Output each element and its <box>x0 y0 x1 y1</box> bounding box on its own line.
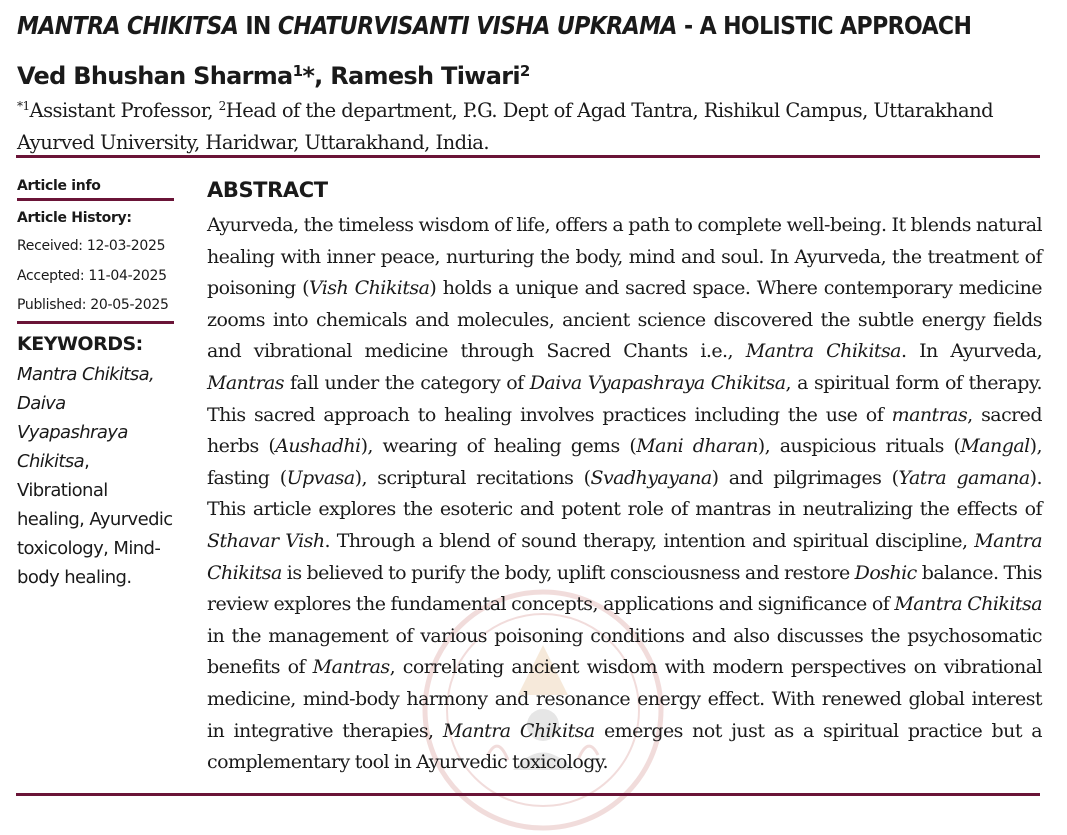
abstract-text: ) and pilgrimages ( <box>711 466 899 489</box>
abstract-heading: ABSTRACT <box>207 178 328 202</box>
history-divider <box>17 321 174 324</box>
abstract-text: , correlating ancient wisdom with modern perspectives on vibrational medicine, mind-body harmony and resonance energy effect. With renewed global interest in integrative therapies, <box>207 656 1042 742</box>
author-2-superscript: 2 <box>519 62 530 80</box>
header-divider <box>16 155 1040 158</box>
abstract-term: Mantra Chikitsa <box>894 593 1042 616</box>
abstract-term: Mantras <box>312 656 390 679</box>
abstract-text: Ayurveda, the timeless wisdom of life, offers a path to complete well-being. It blends natural healing with inner peace, nurturing the body, mind and soul. In Ayurveda, the treatment of poisoning ( <box>207 214 1042 300</box>
abstract-term: Mantra Chikitsa <box>442 719 595 742</box>
abstract-body <box>207 210 1042 779</box>
abstract-text: . Through a blend of sound therapy, intention and spiritual discipline, <box>324 529 975 552</box>
abstract-term: Mantras <box>207 371 284 394</box>
affiliation-text <box>17 90 1037 159</box>
keyword-2: Daiva Vyapashraya Chikitsa <box>17 392 128 472</box>
abstract-term: Mani dharan <box>636 435 758 458</box>
published-date: Published: 20-05-2025 <box>17 297 169 313</box>
abstract-term: Svadhyayana <box>590 466 712 489</box>
abstract-term: Upvasa <box>286 466 355 489</box>
abstract-term: Daiva Vyapashraya Chikitsa <box>529 371 786 394</box>
title-italic-2: CHATURVISANTI VISHA UPKRAMA <box>277 11 677 40</box>
author-name-2: Ramesh Tiwari <box>330 62 520 90</box>
affiliation-sup-1: *1 <box>17 99 30 113</box>
abstract-term: Mantra Chikitsa <box>207 529 1042 584</box>
title-suffix: - A HOLISTIC APPROACH <box>676 11 972 40</box>
author-name-1: Ved Bhushan Sharma <box>17 62 293 90</box>
article-info-divider <box>17 198 174 201</box>
abstract-text: balance. This review explores the fundamental concepts, applications and significance of <box>207 561 1042 616</box>
abstract-text: ) holds a unique and sacred space. Where contemporary medicine zooms into chemicals and molecules, ancient science discovered the subtle energy fields and vibrational medicine through Sacred Chants i.e., <box>207 277 1042 363</box>
footer-divider <box>16 793 1040 796</box>
abstract-term: mantras <box>891 403 968 426</box>
keywords-rest: , Vibrational healing, Ayurvedic toxicology, Mind-body healing. <box>17 450 173 588</box>
accepted-date: Accepted: 11-04-2025 <box>17 267 167 284</box>
abstract-text: is believed to purify the body, uplift consciousness and restore <box>281 561 855 584</box>
received-date: Received: 12-03-2025 <box>17 238 166 254</box>
article-info-heading: Article info <box>17 178 101 194</box>
abstract-text: . In Ayurveda, <box>900 340 1042 363</box>
abstract-section <box>207 174 1042 779</box>
affiliation-role-1: Assistant Professor, <box>29 99 219 122</box>
abstract-text: ), wearing of healing gems ( <box>360 435 637 458</box>
title-italic-1: MANTRA CHIKITSA <box>17 11 239 40</box>
abstract-text: fall under the category of <box>283 371 530 394</box>
abstract-term: Aushadhi <box>275 435 361 458</box>
abstract-text: ), scriptural recitations ( <box>354 466 591 489</box>
abstract-term: Doshic <box>854 561 917 584</box>
abstract-term: Yatra gamana <box>898 466 1030 489</box>
abstract-text: emerges not just as a spiritual practice but a complementary tool in Ayurvedic toxicology. <box>207 719 1042 774</box>
abstract-text: ), auspicious rituals ( <box>757 435 961 458</box>
title-connector: IN <box>238 11 278 40</box>
affiliation-department: Head of the department, P.G. Dept of Agad Tantra, Rishikul Campus, Uttarakhand Ayurved University, Haridwar, Uttarakhand, India. <box>17 99 994 154</box>
affiliation-sup-2: 2 <box>218 99 226 113</box>
keyword-1: Mantra Chikitsa, <box>17 363 155 385</box>
abstract-text: in the management of various poisoning conditions and also discusses the psychosomatic benefits of <box>207 624 1042 679</box>
corresponding-mark: *, <box>302 62 331 90</box>
article-info-sidebar <box>17 176 177 592</box>
abstract-term: Vish Chikitsa <box>308 277 430 300</box>
abstract-term: Mantra Chikitsa <box>745 340 901 363</box>
keywords-heading: KEYWORDS: <box>17 332 143 355</box>
abstract-text: ). This article explores the esoteric and potent role of mantras in neutralizing the effects of <box>207 466 1042 521</box>
abstract-text: , sacred herbs ( <box>207 403 1042 458</box>
abstract-text: ), fasting ( <box>207 435 1042 489</box>
article-history-heading: Article History: <box>17 210 132 226</box>
author-list <box>17 55 530 92</box>
abstract-text: , a spiritual form of therapy. This sacred approach to healing involves practices including the use of <box>207 371 1042 426</box>
keywords-list <box>17 360 177 592</box>
paper-title <box>17 10 1057 42</box>
author-1-superscript: 1 <box>292 62 303 80</box>
abstract-term: Sthavar Vish <box>207 529 325 552</box>
abstract-term: Mangal <box>960 435 1030 458</box>
